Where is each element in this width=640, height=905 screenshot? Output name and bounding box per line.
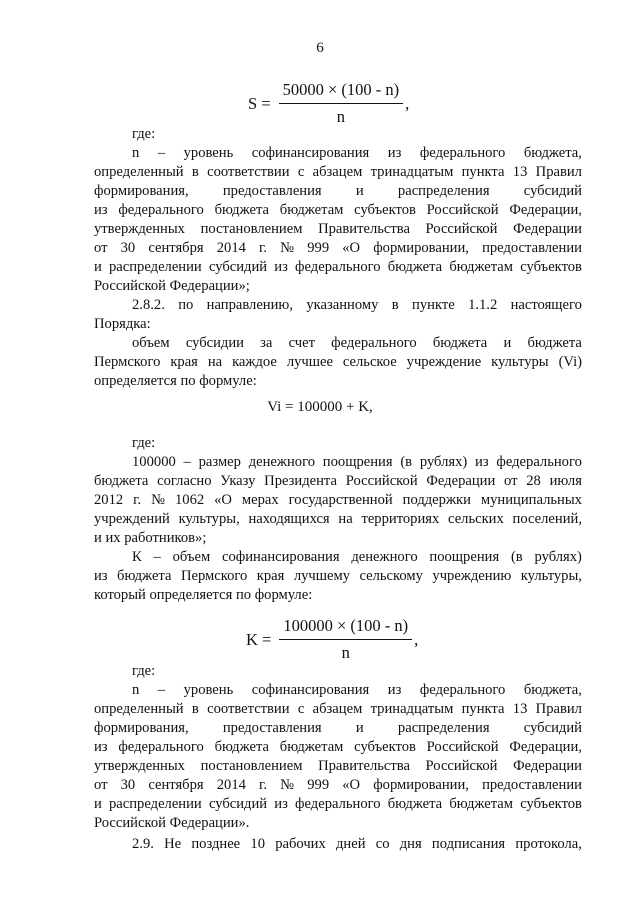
word: 100000 xyxy=(132,454,176,470)
word: протокола, xyxy=(515,836,582,852)
word: предоставлении xyxy=(482,777,582,793)
word: от xyxy=(504,473,518,489)
word: размер xyxy=(198,454,241,470)
word: Российской xyxy=(425,221,498,237)
word: Российской xyxy=(426,739,499,755)
word: распределения xyxy=(397,720,490,736)
word: субсидий xyxy=(208,259,268,275)
word: края xyxy=(170,354,198,370)
word: софинансирования xyxy=(251,682,370,698)
word: поощрения xyxy=(322,454,393,470)
word: (Vi) xyxy=(558,354,582,370)
word: г. xyxy=(259,777,268,793)
word: федерального xyxy=(419,682,506,698)
word: 1062 xyxy=(174,492,205,508)
word: Пермского xyxy=(94,354,161,370)
word: подписания xyxy=(431,836,506,852)
word: и xyxy=(355,183,364,199)
word: культуры xyxy=(491,354,549,370)
text-line xyxy=(94,776,582,795)
word: Российской xyxy=(345,473,418,489)
word: территориях xyxy=(361,511,440,527)
word: федерального xyxy=(295,796,381,812)
word: 999 xyxy=(307,777,330,793)
word: рублях) xyxy=(419,454,468,470)
word: Указу xyxy=(220,473,256,489)
word: муниципальных xyxy=(480,492,582,508)
word: и xyxy=(355,720,364,736)
text-line: где: xyxy=(132,126,156,142)
word: – xyxy=(157,682,166,698)
word: лучшему xyxy=(293,568,350,584)
word: сентября xyxy=(148,777,204,793)
word: 30 xyxy=(120,240,136,256)
formula-s-numerator: 50000 × (100 - n) xyxy=(279,80,404,104)
word: уровень xyxy=(183,145,234,161)
text-line: и их работников»; xyxy=(94,530,207,546)
word: на xyxy=(207,354,223,370)
word: № xyxy=(280,240,295,256)
word: соответствии xyxy=(207,701,290,717)
word: распределении xyxy=(109,796,202,812)
text-line xyxy=(94,258,582,277)
word: бюджета, xyxy=(523,682,582,698)
word: софинансирования xyxy=(222,549,340,565)
word: 28 xyxy=(526,473,541,489)
text-line xyxy=(132,548,582,567)
word: субсидии xyxy=(185,335,244,351)
word: направлению, xyxy=(206,297,293,313)
word: субъектов xyxy=(520,259,582,275)
word: с xyxy=(297,701,305,717)
word: из xyxy=(274,796,288,812)
word: сельское xyxy=(342,354,397,370)
formula-k-fraction xyxy=(279,616,412,663)
word: настоящего xyxy=(510,297,582,313)
word: дней xyxy=(336,836,366,852)
text-line: где: xyxy=(132,663,156,679)
text-line xyxy=(132,334,582,353)
word: денежного xyxy=(351,549,418,565)
word: Правительства xyxy=(318,758,410,774)
word: Пермского xyxy=(180,568,248,584)
formula-s-comma: , xyxy=(405,93,410,113)
word: бюджета xyxy=(214,739,270,755)
word: бюджета xyxy=(117,568,172,584)
word: и xyxy=(503,335,512,351)
word: объем xyxy=(132,335,170,351)
word: федерального xyxy=(419,145,506,161)
word: согласно xyxy=(157,473,212,489)
word: бюджета xyxy=(387,796,443,812)
word: г. xyxy=(133,492,142,508)
word: бюджетам xyxy=(279,739,344,755)
word: в xyxy=(191,701,199,717)
word: «О xyxy=(342,777,361,793)
word: Федерации xyxy=(513,758,582,774)
word: 13 xyxy=(512,164,528,180)
text-line xyxy=(94,201,582,220)
text-line xyxy=(94,510,582,529)
word: определенный xyxy=(94,701,184,717)
word: постановлением xyxy=(200,758,303,774)
word: учреждению xyxy=(432,568,512,584)
word: предоставлении xyxy=(482,240,582,256)
word: бюджетам xyxy=(449,796,514,812)
word: объем xyxy=(172,549,211,565)
word: находящихся xyxy=(248,511,330,527)
word: поддержки xyxy=(402,492,471,508)
word: от xyxy=(94,240,108,256)
word: со xyxy=(375,836,390,852)
word: лучшее xyxy=(286,354,333,370)
word: Президента xyxy=(264,473,337,489)
formula-vi: Vi = 100000 + K, xyxy=(267,399,373,415)
word: учреждение xyxy=(406,354,482,370)
word: 2012 xyxy=(94,492,124,508)
word: 30 xyxy=(120,777,136,793)
word: (в xyxy=(400,454,413,470)
word: федерального xyxy=(118,202,204,218)
word: бюджета xyxy=(387,259,443,275)
word: рублях) xyxy=(534,549,582,565)
word: из xyxy=(475,454,489,470)
word: из xyxy=(274,259,288,275)
word: субъектов xyxy=(354,739,416,755)
word: с xyxy=(297,164,305,180)
word: предоставления xyxy=(222,720,322,736)
word: формирования, xyxy=(94,720,189,736)
word: края xyxy=(256,568,285,584)
word: 2.8.2. xyxy=(132,297,165,313)
word: Федерации xyxy=(426,473,496,489)
word: Российской xyxy=(425,758,498,774)
text-line: который определяется по формуле: xyxy=(94,587,313,603)
formula-k-lhs: K = xyxy=(246,629,272,649)
text-line xyxy=(132,835,582,854)
word: по xyxy=(178,297,194,313)
word: постановлением xyxy=(200,221,303,237)
word: пункте xyxy=(412,297,455,313)
word: сельскому xyxy=(359,568,423,584)
word: 2.9. xyxy=(132,836,154,852)
word: учреждений xyxy=(94,511,170,527)
word: пункта xyxy=(461,701,505,717)
formula-k-comma: , xyxy=(414,629,419,649)
word: субъектов xyxy=(354,202,416,218)
word: распределения xyxy=(397,183,490,199)
word: формировании, xyxy=(373,777,469,793)
word: распределении xyxy=(109,259,202,275)
word: сентября xyxy=(148,240,204,256)
text-line xyxy=(94,239,582,258)
word: – xyxy=(157,145,166,161)
text-line xyxy=(94,220,582,239)
text-line: Российской Федерации»; xyxy=(94,278,250,294)
word: формировании, xyxy=(373,240,469,256)
text-line xyxy=(94,757,582,776)
text-line xyxy=(94,472,582,491)
word: мерах xyxy=(241,492,279,508)
word: n xyxy=(132,145,140,161)
word: г. xyxy=(259,240,268,256)
word: субсидий xyxy=(523,720,582,736)
word: Российской xyxy=(426,202,499,218)
text-line: где: xyxy=(132,435,156,451)
word: К xyxy=(132,549,142,565)
text-line xyxy=(132,681,582,700)
text-line xyxy=(94,567,582,586)
word: на xyxy=(338,511,353,527)
word: 10 xyxy=(250,836,265,852)
text-line xyxy=(94,182,582,201)
text-line xyxy=(132,296,582,315)
word: № xyxy=(151,492,166,508)
word: 13 xyxy=(512,701,528,717)
word: 2014 xyxy=(216,777,246,793)
word: субсидий xyxy=(523,183,582,199)
page-number: 6 xyxy=(316,40,324,56)
word: бюджета xyxy=(432,335,488,351)
word: и xyxy=(94,796,102,812)
word: (в xyxy=(510,549,523,565)
word: из xyxy=(387,145,402,161)
word: 999 xyxy=(307,240,330,256)
word: бюджета, xyxy=(523,145,582,161)
word: из xyxy=(94,739,108,755)
word: федерального xyxy=(295,259,381,275)
text-line xyxy=(94,719,582,738)
word: тринадцатым xyxy=(370,701,454,717)
text-line xyxy=(132,453,582,472)
word: № xyxy=(280,777,295,793)
word: федерального xyxy=(331,335,417,351)
word: Правил xyxy=(535,164,582,180)
word: рабочих xyxy=(275,836,326,852)
word: июля xyxy=(549,473,582,489)
word: «О xyxy=(342,240,361,256)
word: культуры, xyxy=(520,568,582,584)
word: пункта xyxy=(461,164,505,180)
word: абзацем xyxy=(312,701,363,717)
word: n xyxy=(132,682,140,698)
text-line xyxy=(94,163,582,182)
word: бюджетам xyxy=(449,259,514,275)
text-line: Российской Федерации». xyxy=(94,815,250,831)
word: формирования, xyxy=(94,183,189,199)
word: – xyxy=(153,549,161,565)
word: из xyxy=(94,568,108,584)
word: Правительства xyxy=(318,221,410,237)
word: абзацем xyxy=(312,164,363,180)
word: каждое xyxy=(232,354,277,370)
text-line xyxy=(94,738,582,757)
word: 2014 xyxy=(216,240,246,256)
word: федерального xyxy=(496,454,582,470)
word: предоставления xyxy=(222,183,322,199)
formula-s-denominator: n xyxy=(336,107,345,126)
word: утвержденных xyxy=(94,221,185,237)
word: поощрения xyxy=(429,549,500,565)
text-line xyxy=(132,144,582,163)
text-line xyxy=(94,700,582,719)
formula-k-numerator: 100000 × (100 - n) xyxy=(279,616,412,640)
word: 1.1.2 xyxy=(468,297,498,313)
text-line: Порядка: xyxy=(94,316,151,332)
word: денежного xyxy=(248,454,316,470)
word: позднее xyxy=(191,836,241,852)
word: тринадцатым xyxy=(370,164,454,180)
word: из xyxy=(387,682,402,698)
word: софинансирования xyxy=(251,145,370,161)
formula-s xyxy=(248,80,409,127)
word: счет xyxy=(288,335,315,351)
word: в xyxy=(391,297,399,313)
word: бюджета xyxy=(527,335,582,351)
word: Правил xyxy=(535,701,582,717)
word: уровень xyxy=(183,682,234,698)
word: культуры, xyxy=(178,511,240,527)
text-line xyxy=(94,353,582,372)
word: дня xyxy=(399,836,422,852)
word: определенный xyxy=(94,164,184,180)
word: бюджета xyxy=(214,202,270,218)
formula-s-fraction xyxy=(279,80,404,127)
word: субсидий xyxy=(208,796,268,812)
word: соответствии xyxy=(207,164,290,180)
formula-k-denominator: n xyxy=(341,643,350,662)
formula-k xyxy=(246,616,418,663)
word: государственной xyxy=(288,492,393,508)
word: Федерации, xyxy=(509,202,582,218)
word: бюджета xyxy=(94,473,149,489)
text-line xyxy=(94,795,582,814)
word: «О xyxy=(214,492,232,508)
word: бюджетам xyxy=(279,202,344,218)
formula-s-lhs: S = xyxy=(248,93,271,113)
word: указанному xyxy=(306,297,379,313)
word: из xyxy=(94,202,108,218)
word: сельских xyxy=(448,511,504,527)
word: – xyxy=(183,454,191,470)
word: и xyxy=(94,259,102,275)
word: Не xyxy=(164,836,182,852)
word: федерального xyxy=(118,739,204,755)
word: субъектов xyxy=(520,796,582,812)
word: утвержденных xyxy=(94,758,185,774)
text-line xyxy=(94,491,582,510)
word: Федерации xyxy=(513,221,582,237)
word: за xyxy=(260,335,273,351)
word: поселений, xyxy=(512,511,582,527)
word: в xyxy=(191,164,199,180)
text-line: определяется по формуле: xyxy=(94,373,257,389)
word: Федерации, xyxy=(509,739,582,755)
word: от xyxy=(94,777,108,793)
